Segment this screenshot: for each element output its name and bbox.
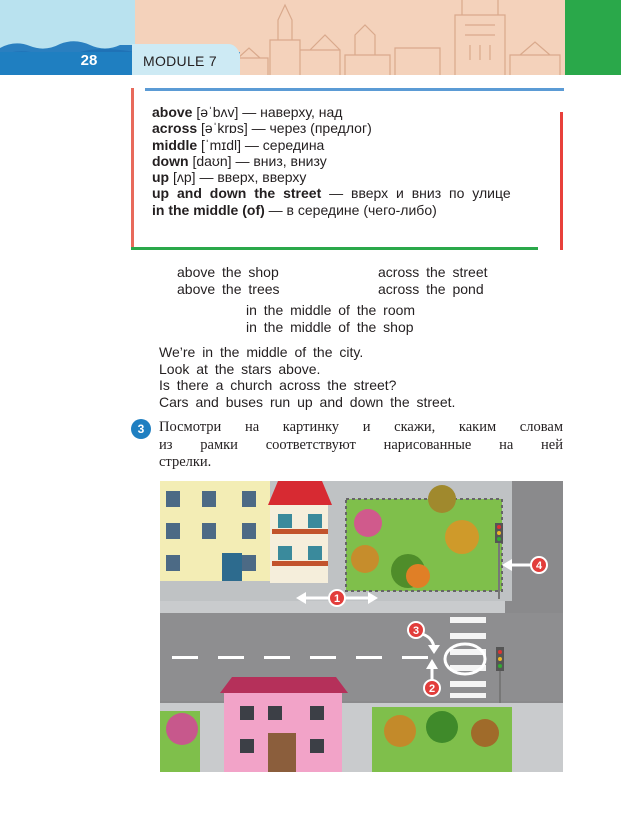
vocab-translation: через (предлог) — [269, 120, 372, 137]
example-sentence: Cars and buses run up and down the street. — [159, 394, 456, 410]
instruction-line: стрелки. — [159, 454, 212, 470]
example-sentence: Look at the stars above. — [159, 361, 321, 377]
vocab-word: down — [152, 152, 189, 169]
vocab-entry — [152, 104, 538, 120]
instruction-line: из рамки соответствуют нарисованные на ней — [159, 436, 563, 453]
vocab-word: across — [152, 120, 198, 137]
frame-left-line — [131, 88, 134, 248]
vocab-transcription: [əˈbʌv] — [196, 104, 239, 120]
arrow-number-label: 3 — [412, 625, 420, 637]
header-green-block — [565, 0, 621, 75]
vocab-entry — [152, 185, 538, 201]
vocab-entry — [152, 120, 538, 136]
vocab-dash: — — [268, 201, 283, 218]
phrase-item: in the middle of the room — [246, 302, 416, 318]
vocab-transcription: [ʌp] — [173, 169, 196, 186]
arrow-number-label: 1 — [333, 593, 341, 605]
vocab-dash: — — [244, 136, 259, 153]
frame-right-line — [560, 112, 563, 250]
arrow-number-label: 4 — [535, 560, 543, 572]
phrase-item: in the middle of the shop — [246, 319, 414, 335]
vocab-entry — [152, 169, 538, 185]
vocab-translation: в середине (чего-либо) — [286, 201, 437, 218]
vocab-word: above — [152, 104, 193, 120]
vocab-transcription: [ˈmɪdl] — [201, 136, 241, 153]
phrase-item: across the pond — [378, 281, 484, 297]
arrow-number-label: 2 — [428, 683, 436, 695]
vocab-translation: середина — [262, 136, 325, 153]
vocab-transcription: [əˈkrɒs] — [201, 120, 248, 137]
vocab-entry — [152, 202, 538, 218]
vocabulary-box — [152, 104, 538, 218]
vocab-word: up — [152, 169, 170, 186]
vocab-word: middle — [152, 136, 198, 153]
module-label: MODULE 7 — [143, 53, 217, 69]
vocab-translation: вниз, внизу — [253, 152, 327, 169]
example-sentence: We’re in the middle of the city. — [159, 344, 364, 360]
phrase-item: above the shop — [177, 264, 279, 280]
vocab-translation: вверх и вниз по улице — [351, 185, 511, 202]
frame-top-line — [145, 88, 564, 91]
exercise-instruction — [159, 419, 563, 472]
vocab-entry — [152, 137, 538, 153]
vocab-dash: — — [251, 120, 266, 137]
vocab-dash: — — [242, 104, 257, 120]
vocab-translation: наверху, над — [260, 104, 343, 120]
vocab-translation: вверх, вверху — [217, 169, 307, 186]
vocab-word: up and down the street — [152, 185, 322, 202]
example-sentence: Is there a church across the street? — [159, 377, 397, 393]
frame-bottom-line — [131, 247, 538, 250]
vocab-word: in the middle (of) — [152, 201, 265, 218]
vocab-entry — [152, 153, 538, 169]
exercise-number-badge: 3 — [131, 419, 151, 439]
vocab-dash: — — [199, 169, 214, 186]
vocab-dash: — — [235, 152, 250, 169]
page-number: 28 — [80, 52, 98, 69]
instruction-line: Посмотри на картинку и скажи, каким словам — [159, 419, 563, 435]
vocab-dash: — — [329, 185, 344, 202]
street-illustration — [160, 481, 563, 772]
phrase-item: across the street — [378, 264, 488, 280]
vocab-transcription: [daʊn] — [192, 152, 232, 169]
phrase-item: above the trees — [177, 281, 280, 297]
